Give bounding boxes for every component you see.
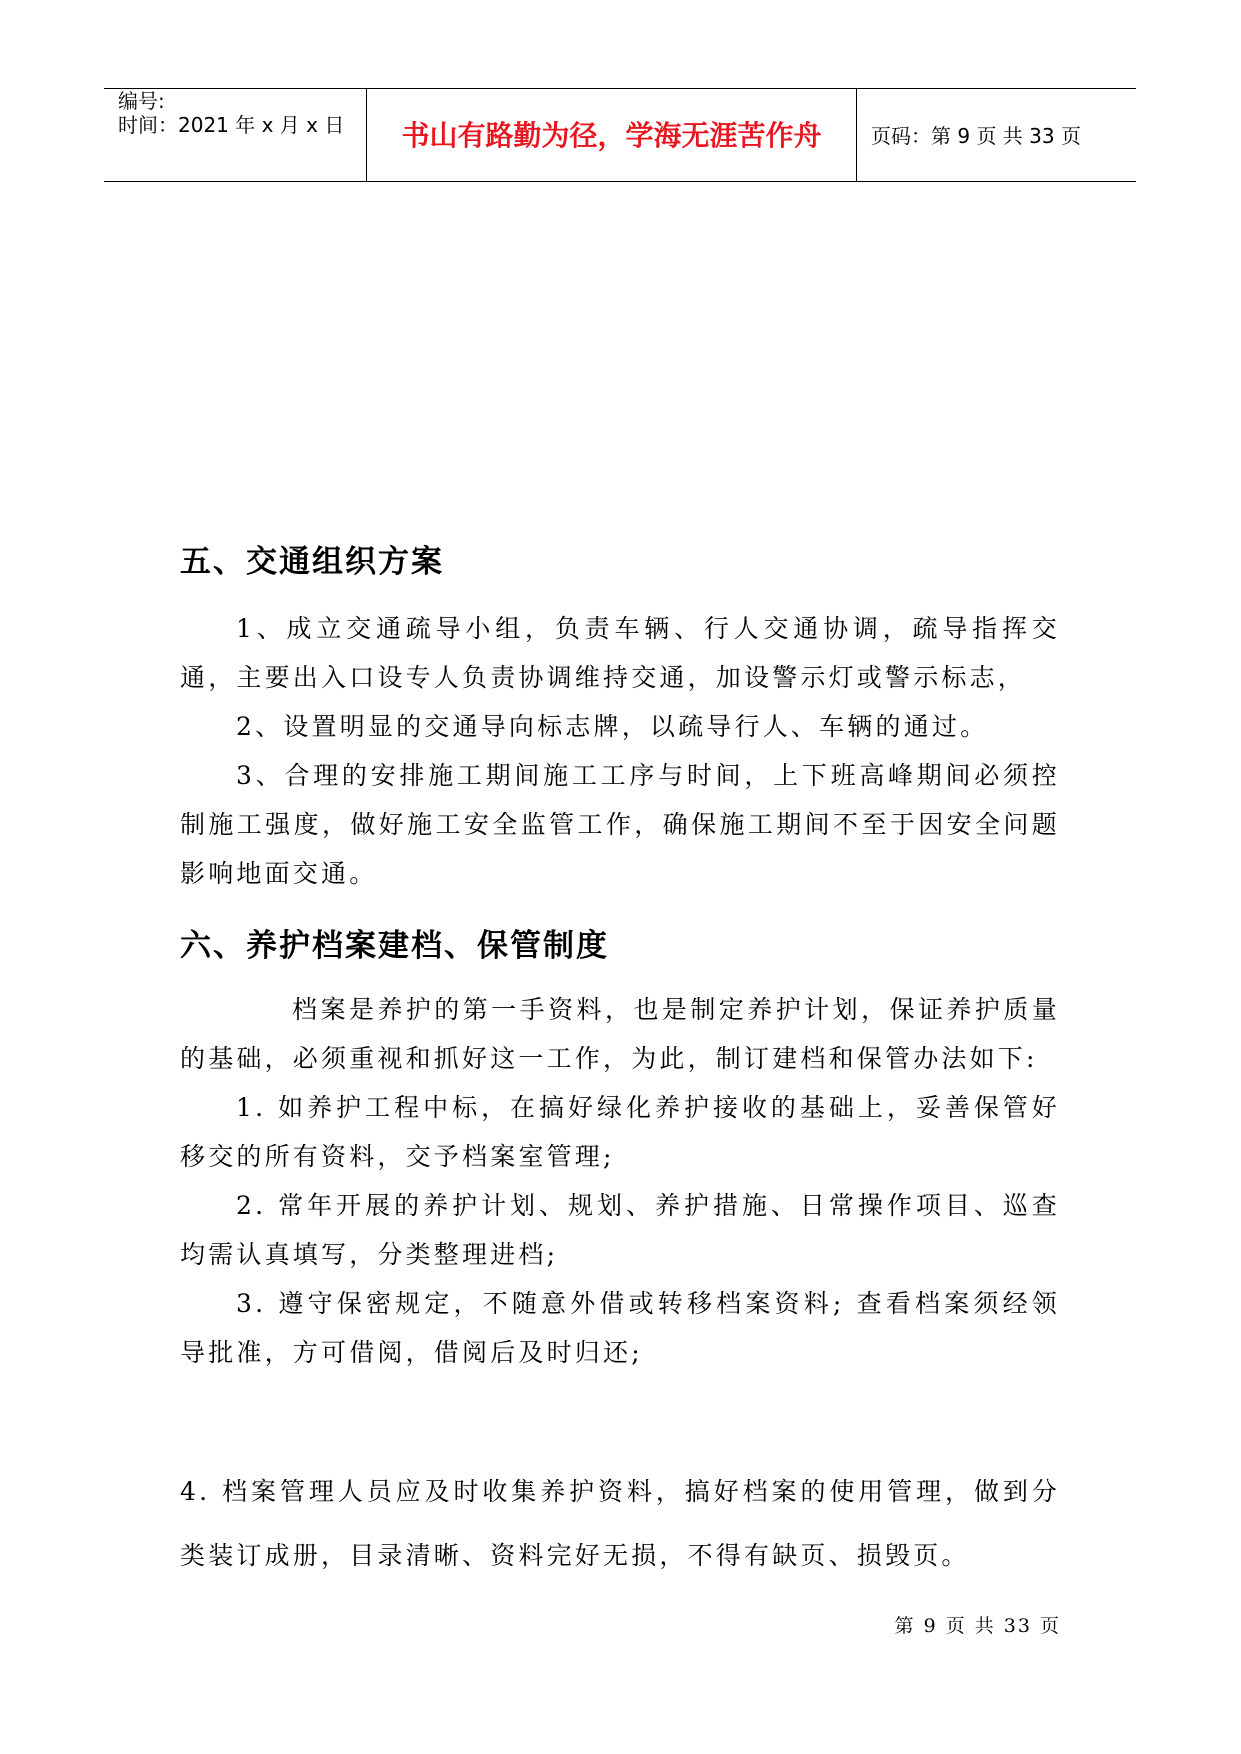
paragraph: 档案是养护的第一手资料，也是制定养护计划，保证养护质量的基础，必须重视和抓好这一工作，为此，制订建档和保管办法如下:	[180, 995, 1060, 1073]
date-label: 时间：2021 年 x 月 x 日	[118, 113, 345, 137]
paragraph: 2、设置明显的交通导向标志牌，以疏导行人、车辆的通过。	[236, 712, 989, 741]
paragraph: 1、成立交通疏导小组，负责车辆、行人交通协调，疏导指挥交通，主要出入口设专人负责协调维持交通，加设警示灯或警示标志，	[180, 614, 1060, 692]
section-heading: 五、交通组织方案	[180, 544, 444, 580]
list-item: 1. 如养护工程中标，在搞好绿化养护接收的基础上，妥善保管好移交的所有资料，交予档案室管理;	[180, 1093, 1060, 1171]
section-heading: 六、养护档案建档、保管制度	[180, 928, 609, 964]
motto-text: 书山有路勤为径，学海无涯苦作舟	[401, 119, 822, 152]
paragraph: 3、合理的安排施工期间施工工序与时间，上下班高峰期间必须控制施工强度，做好施工安全监管工作，确保施工期间不至于因安全问题影响地面交通。	[180, 761, 1060, 888]
section-6-paragraphs	[180, 985, 1060, 1377]
header-motto-cell	[367, 89, 857, 181]
section-5-paragraphs	[180, 604, 1060, 898]
list-item: 3. 遵守保密规定，不随意外借或转移档案资料; 查看档案须经领导批准，方可借阅，借阅后及时归还;	[180, 1289, 1060, 1367]
list-item: 4. 档案管理人员应及时收集养护资料，搞好档案的使用管理，做到分类装订成册，目录清晰、资料完好无损，不得有缺页、损毁页。	[180, 1477, 1060, 1570]
list-item: 2. 常年开展的养护计划、规划、养护措施、日常操作项目、巡查均需认真填写，分类整理进档;	[180, 1191, 1060, 1269]
header-page-info: 页码：第 9 页 共 33 页	[871, 124, 1081, 148]
serial-number-label: 编号:	[118, 89, 165, 113]
header-meta-cell	[104, 89, 367, 181]
page-footer: 第 9 页 共 33 页	[894, 1615, 1061, 1637]
header-table	[104, 88, 1136, 182]
header-page-cell	[857, 89, 1136, 181]
